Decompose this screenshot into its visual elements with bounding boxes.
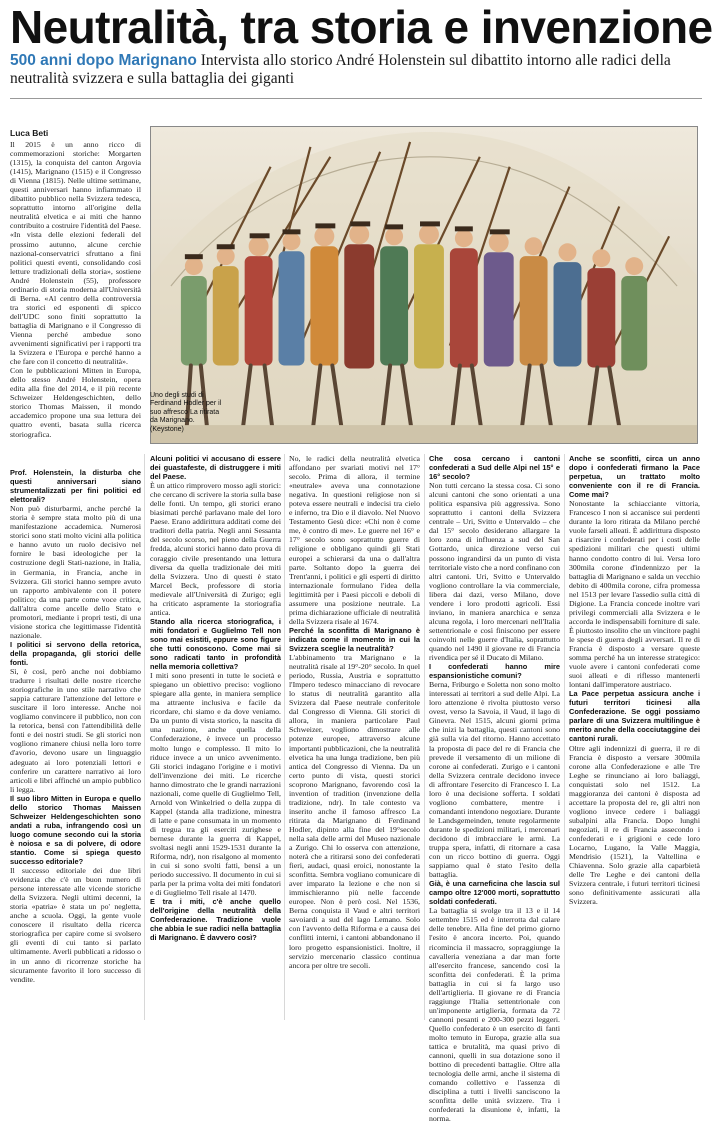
answer: Berna, Friburgo e Soletta non sono molto interessati ai territori a sud delle Alpi. La loro attenzione è rivolta piuttosto verso ovest, verso la Savoia, il Vaud, il lago di Ginevra. Nel 1515, alcuni giorni prima che inizi la battaglia, questi cantoni sono già sulla via del ritorno. Hanno accettato la proposta di pace del re di Francia che prevede il versamento di un milione di corone ai confederati. Zurigo e i cantoni della Svizzera centrale decidono invece di affrontare l'esercito di Francesco I. La loro è una decisione sofferta. I soldati vogliono combattere, mentre i comandanti intendono negoziare. Durante le Landsgemeinden, tenute regolarmente durante le spedizioni militari, i mercenari decidono di imbracciare le armi. La truppa spera, infatti, di ritornare a casa con un ricco bottino di guerra. Oggi sappiamo qual è stato l'esito della battaglia. xyxy=(429,680,560,880)
question: Stando alla ricerca storiografica, i miti fondatori e Guglielmo Tell non sono mai esistiti, eppure sono figure che tutti conoscono. Come mai si sono radicati tanto in profondità nella memoria collettiva? xyxy=(150,616,281,672)
column-separator xyxy=(144,454,145,1020)
question: Anche se sconfitti, circa un anno dopo i confederati firmano la Pace perpetua, un trattato molto conveniente con il re di Francia. Come mai? xyxy=(569,454,700,500)
image-caption xyxy=(150,392,228,434)
answer: No, le radici della neutralità elvetica affondano per svariati motivi nel 17° secolo. Prima di allora, il termine «neutrale» aveva una connotazione negativa. In questioni religiose non si poteva essere neutrali e indecisi tra cielo e inferno, tra Dio e il diavolo. Nel Nuovo Testamento Gesù dice: «Chi non è come me, è contro di me». Le guerre nel 16° e 17° secolo sono soprattutto guerre di religione e obbligano quindi gli Stati europei a schierarsi da una o dall'altra parte. Soltanto dopo la guerra dei Trent'anni, i politici e gli esperti di diritto internazionale formulano l'idea della legittimità per i Paesi piccoli e deboli di assumere una posizione neutrale. La prima dichiarazione ufficiale di neutralità della Svizzera risale al 1674. xyxy=(289,454,420,626)
hodler-painting xyxy=(150,126,698,444)
column-4 xyxy=(429,454,560,1123)
answer: Sì, è così, però anche noi dobbiamo tradurre i risultati delle nostre ricerche storiografiche in uno stile narrativo che sappia catturare l'attenzione del lettore e suscitare il loro interesse. Anche noi vogliamo convincere il pubblico, non con la retorica, bensì con l'attendibilità delle fonti e dei nostri studi. Se gli storici non vogliono rimanere chiusi nella loro torre d'avorio, devono usare un linguaggio adeguato ai loro potenziali lettori e conferire un carattere narrativo ai loro articoli e libri affinché un ampio pubblico li legga. xyxy=(10,667,141,794)
question: E tra i miti, c'è anche quello dell'origine della neutralità della Confederazione. Tradizione vuole che abbia le sue radici nella battaglia di Marignano. È davvero così? xyxy=(150,897,281,943)
column-2 xyxy=(150,454,281,1020)
column-5 xyxy=(569,454,700,1020)
question: Già, è una carneficina che lascia sul campo oltre 12'000 morti, soprattutto soldati confederati. xyxy=(429,879,560,907)
paragraph: Con le pubblicazioni Mitten in Europa, dello stesso André Holenstein, opera edita alla fine del 2014, e il più recente Schweizer Heldengeschichten, dello storico Thomas Maissen, il mondo accademico propone una sua lettura dei quattro eventi, basata sulla ricerca storiografica. xyxy=(10,366,141,439)
column-3 xyxy=(289,454,420,1020)
column-separator xyxy=(564,454,565,1020)
answer: I miti sono presenti in tutte le società e spiegano un obiettivo preciso: vogliono spiegare alla gente, in maniera semplice ma attraente inclusiva e facile da ricordare, chi siamo e da dove veniamo. Da un punto di vista storico, la nascita di una nazione, anche quella della Confederazione, è invece un processo molto lungo e complesso. Il mito lo riduce invece a un unico avvenimento. Gli storici indagano l'origine e i motivi dell'invenzione dei miti. Le ricerche hanno dimostrato che le grandi narrazioni nazionali, come quelle di Guglielmo Tell, Arnold von Winkelried o della zuppa di Kappel (standa alla tradizione, minestra di latte e pane consumata in un momento di tregua tra gli eserciti zurighese e bernese durante la guerra di Kappel, svoltasi negli anni 1529-1531 durante la Riforma, ndr), non risalgono al momento in cui si sono svolti fatti, bensì a un periodo successivo. Il documento in cui si parla per la prima volta dei miti fondatori e di Guglielmo Tell risale al 1470. xyxy=(150,671,282,898)
headline: Neutralità, tra storia e invenzione xyxy=(10,1,712,53)
painting-illustration xyxy=(151,127,697,443)
answer: È un attico rimprovero mosso agli storici: che cercano di scrivere la storia sulla base delle fonti. Un tempo, gli storici erano biasimati perché parlavano male del loro Paese. Erano addirittura additati come dei traditori della patria. Negli anni Sessanta del secolo scorso, nel pieno della Guerra fredda, alcuni storici hanno dato prova di coraggio civile presentando una lettura diversa da quella tradizionale dei miti della Svizzera. Uno di questi è stato Marcel Beck, professore di storia medievale all'Università di Zurigo; egli ha criticato aspramente la storiografia antica. xyxy=(150,481,281,617)
answer: Non tutti cercano la stessa cosa. Ci sono alcuni cantoni che sono orientati a una politica espansiva più aggressiva. Sono soprattutto i cantoni della Svizzera centrale – Uri, Svitto e Untervaldo – che dal 15° secolo desiderano allargare la loro zona di influenza a sud del San Gottardo, unica direzione verso cui possono ingrandirsi da un punto di vista territoriale visto che a nord confinano con altri cantoni. Uri, Svitto e Untervaldo vogliono controllare la via commerciale, libera dai dazi, verso Milano, dove vendere i loro prodotti agricoli. Essi inviano, in maniera anarchica e senza alcuna regola, i loro mercenari nell'Italia settentrionale e così finiscono per essere coinvolti nelle guerre d'Italia, soprattutto quando nel 1490 il giovane re di Francia rivendica per sé il Ducato di Milano. xyxy=(429,481,560,663)
answer: L'abbinamento tra Marignano e la neutralità risale al 19°-20° secolo. In quel periodo, Russia, Austria e soprattutto l'Impero tedesco minacciano di revocare lo status di neutralità garantito alla Svizzera dal Paese neutrale conferitole dal Congresso di Vienna. Gli storici di allora, in maniera particolare Paul Schweizer, vogliono dimostrare alle potenze europee, attraverso alcune importanti pubblicazioni, che la neutralità elvetica ha una lunga tradizione, ben più antica del Congresso di Vienna. Da un certo punto di vista, questi storici scoprono Marignano, favorendo così la invention of tradition (invenzione della tradizione, ndr). In tale contesto va inserito anche il famoso affresco La ritirata da Marignano di Ferdinand Hodler, dipinto alla fine del 19°secolo nella sala delle armi del Museo nazionale a Zurigo. Chi lo osserva con attenzione, noterà che a ritirarsi sono dei confederati fieri, audaci, quasi eroici, nonostante la sconfitta. Sembra vogliano comunicare di aver imparato la lezione e che non si immischieranno più nelle faccende europee. Non è però così. Nel 1536, Berna conquista il Vaud e altri territori savoiardi a sud del lago Lemano. Solo con l'avvento della Riforma e a causa dei conflitti interni, i cantoni abbandonano il loro progetto espansionistici. Inoltre, il servizio mercenario classico continua ancora per oltre tre secoli. xyxy=(289,653,420,970)
answer: Non può disturbarmi, anche perché la storia è sempre stata molto più di una manifestazione accademica. Numerosi storici sono stati molto vicini alla politica e hanno avuto un ruolo decisivo nel fornire le basi ideologiche per la costruzione degli Stati-nazione, in Italia, in Germania, in Francia, anche in Svizzera. Gli storici hanno sempre avuto un rapporto ambivalente con il potere politico; da una parte come voce critica, dall'altra come ancelle dello Stato e promotori, mediante i propri testi, di una visione storica che legittimasse l'identità nazionale. xyxy=(10,504,141,640)
column-separator xyxy=(424,454,425,1020)
question: Prof. Holenstein, la disturba che questi anniversari siano strumentalizzati per fini politici ed elettorali? xyxy=(10,468,141,505)
answer: La battaglia si svolge tra il 13 e il 14 settembre 1515 ed è interrotta dal calare delle tenebre. Alla fine del primo giorno l'esito è ancora incerto. Poi, quando ricomincia il massacro, sopraggiunge la cavalleria veneziana a dar man forte all'esercito francese, sancendo così la sconfitta dei confederati. È la prima battaglia in cui si fa largo uso dell'artiglieria. Il giovane re di Francia raggiunge l'Italia settentrionale con un'imponente artiglieria, formata da 72 cannoni pesanti e 200-300 pezzi leggeri. Quello confederato è un esercito di fanti molto temuto in Europa, grazie alla sua tattica e brutalità, ma quasi privo di cannoni, quelli in sua dotazione sono il bottino di precedenti battaglie. Oltre alla tecnologia delle armi, anche il sistema di comando collettivo e l'assenza di disciplina a tutti i livelli sanciscono la sconfitta delle unità svizzere. Tra i confederati la disunione è, infatti, la norma. xyxy=(429,906,560,1123)
caption-credit: (Keystone) xyxy=(150,425,184,433)
column-1-bottom xyxy=(10,468,141,1020)
question: I confederati hanno mire espansionistiche comuni? xyxy=(429,662,560,681)
question: Che cosa cercano i cantoni confederati a Sud delle Alpi nel 15° e 16° secolo? xyxy=(429,454,560,482)
standfirst-text: Intervista allo storico André Holenstein sul dibattito intorno alle radici della neutralità svizzera e sulla battaglia dei giganti xyxy=(10,52,671,87)
question: La Pace perpetua assicura anche i futuri territori ticinesi alla Confederazione. Se oggi possiamo parlare di una Svizzera multilingue è merito anche della cocciutaggine dei cantoni rurali. xyxy=(569,689,700,744)
caption-text: Uno degli studi di Ferdinand Hodler per il suo affresco La ritirata da Marignano. xyxy=(150,392,222,425)
question: Perché la sconfitta di Marignano è indicata come il momento in cui la Svizzera sceglie la neutralità? xyxy=(289,625,420,653)
question: Alcuni politici vi accusano di essere dei guastafeste, di distruggere i miti del Paese. xyxy=(150,454,281,482)
standfirst xyxy=(10,52,702,88)
answer: Nonostante la schiacciante vittoria, Francesco I non si accanisce sui perdenti durante la loro ritirata da Milano perché vuole farseli alleati. È addirittura disposto a risarcire i confederati per i costi delle spedizioni militari che questi ultimi hanno condotto contro di lui. Versa loro 300mila corone d'indennizzo per la battaglia di Marignano e salda un vecchio debito di 400mila corone, cifra promessa nel 1513 per levare l'assedio sulla città di Digione. La Francia concede inoltre vari privilegi commerciali alla Svizzera e le accorda le indispensabili forniture di sale. È piuttosto insolito che un vincitore paghi le spese di guerra degli avversari. Il re di Francia è disposto a versare queste somma perché ha un interesse strategico: vuole avere i cantoni confederati come suoi alleati e di riflesso mantenerli lontani dall'imperatore austriaco. xyxy=(569,499,700,690)
header-rule xyxy=(10,98,702,99)
column-1-top xyxy=(10,140,141,439)
answer: Il successo editoriale dei due libri evidenzia che c'è un buon numero di persone interessate alle vicende storiche della Svizzera. Negli ultimi decenni, la storia «patria» è stata un po' negletta, anche a scuola. Oggi, la gente vuole conoscere il risultato della ricerca storiografica per capire come si svolsero gli eventi di cui tanto si parlato ultimamente. Averli pubblicati a ridosso o in un anno di ricorrenze storiche ha sicuramente favorito il loro successo di vendite. xyxy=(10,866,141,984)
column-separator xyxy=(284,454,285,1020)
kicker: 500 anni dopo Marignano xyxy=(10,52,197,69)
answer: Oltre agli indennizzi di guerra, il re di Francia è disposto a versare 300mila corone alla Confederazione e alle Tre Leghe se rinunciano ai loro baliaggi, conquistati solo nel 1512. La maggioranza dei cantoni è disposta ad accettare la proposta del re, gli altri non vogliono invece cedere i baliaggi subalpini alla Francia. Dopo lunghi negoziati, il re di Francia assecondo i confederati e i grigioni e cede loro Locarno, Lugano, la Valle Maggia, Mendrisio (1521), la Valtellina e Chiavenna. Solo grazie alla caparbietà delle Tre Leghe e dei cantoni della Svizzera centrale, i futuri territori ticinesi sono definitivamente assicurati alla Svizzera. xyxy=(569,743,700,907)
question: I politici si servono della retorica, della propaganda, gli storici delle fonti. xyxy=(10,639,141,667)
question: Il suo libro Mitten in Europa e quello dello storico Thomas Maissen Schweizer Heldengeschichten sono andati a ruba, infrangendo così un luogo comune secondo cui la storia è noiosa e sa di polvere, di odore stantio. Come si spiega questo successo editoriale? xyxy=(10,793,141,867)
byline: Luca Beti xyxy=(10,128,49,138)
paragraph: Il 2015 è un anno ricco di commemorazioni storiche: Morgarten (1315), la conquista del canton Argovia (1415), Marignano (1515) e il Congresso di Vienna (1815). Nelle ultime settimane, questi anniversari hanno infiammato il dibattito pubblico nella Svizzera tedesca, soprattutto intorno all'origine della neutralità elvetica e ai miti che hanno contribuito a costruire l'identità del Paese. «In vista delle elezioni federali del prossimo autunno, alcune cerchie nazional-conservatrici sfruttano a fini politici questi eventi, consolidando così letture tradizionali della storia», sostiene André Holenstein (55), professore ordinario di storia moderna all'Università di Berna. «Al centro della controversia tra storici ed esponenti di spicco dell'UDC sono finiti soprattutto la battaglia di Marignano e il Congresso di Vienna perché ambedue sono avvenimenti significativi per i rapporti tra la Svizzera e l'Europa e perché hanno a che fare con il concetto di neutralità». xyxy=(10,140,141,367)
